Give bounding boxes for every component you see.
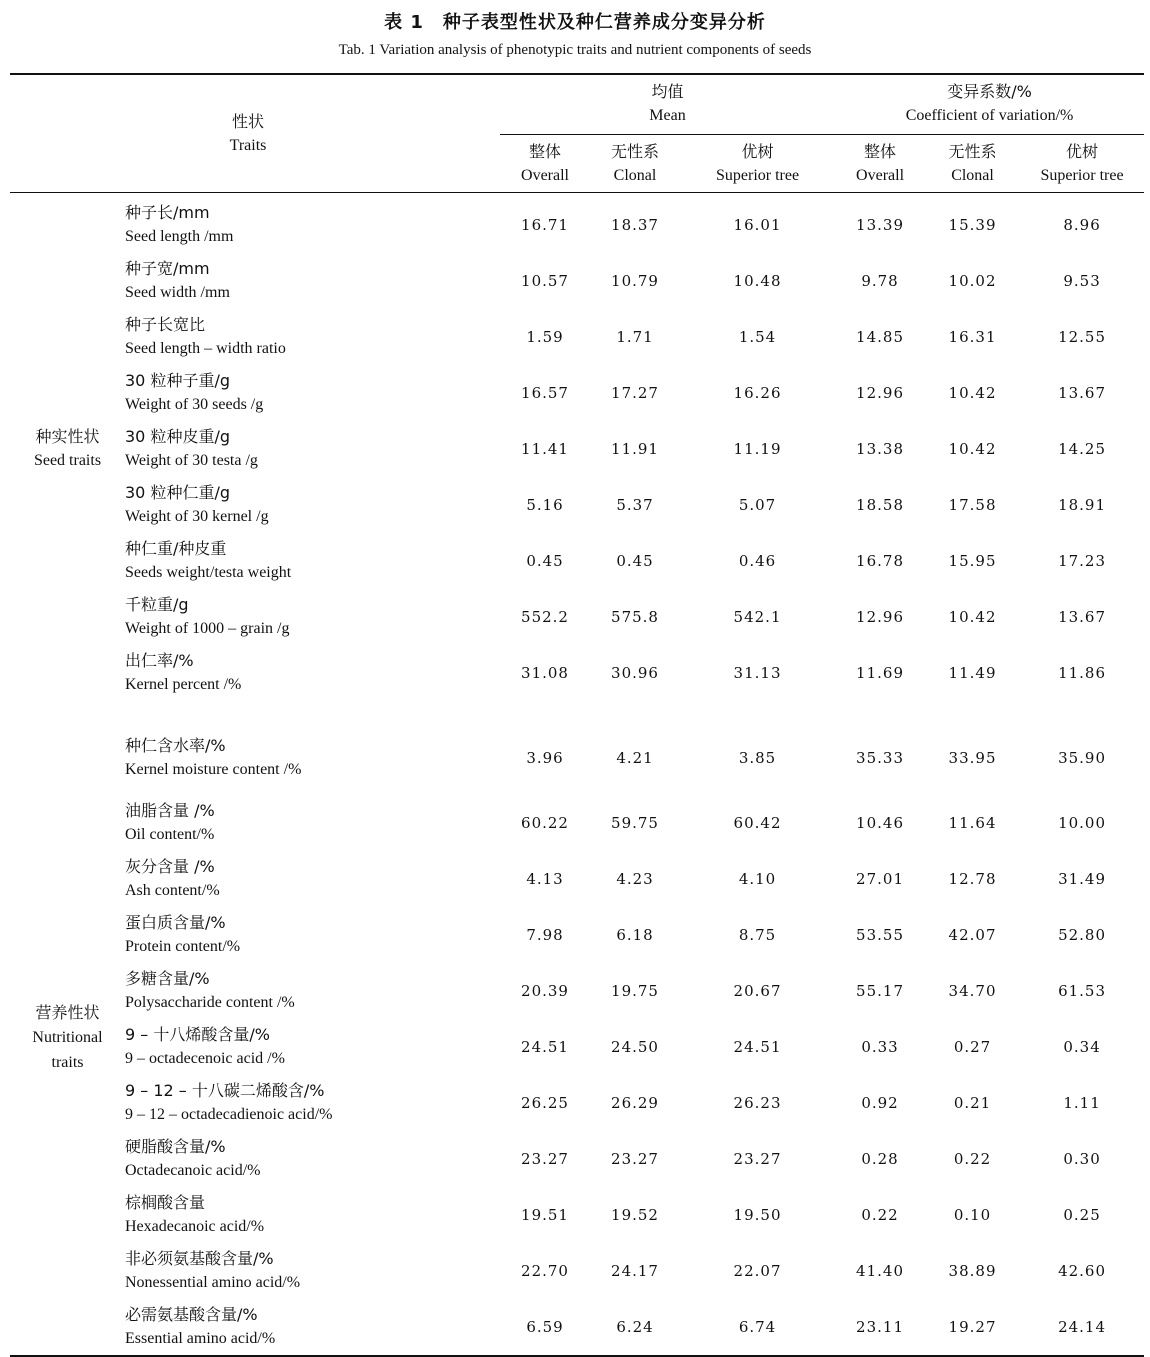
trait-name-en: Polysaccharide content /% [125, 994, 295, 1011]
cv-overall-header [835, 135, 925, 193]
category-cn: 营养性状 [35, 1002, 100, 1022]
cv-clonal-value: 11.49 [948, 664, 997, 682]
mean-header-cn: 均值 [651, 82, 684, 101]
cv-clonal-value: 10.42 [948, 608, 997, 626]
mean-clonal-value: 1.71 [616, 328, 654, 346]
trait-cell [125, 477, 500, 533]
trait-cell [125, 421, 500, 477]
mean-clonal-value: 5.37 [616, 496, 654, 514]
mean-clonal-value: 18.37 [611, 216, 659, 234]
cv-clonal-value: 38.89 [948, 1262, 997, 1280]
trait-name-cn: 种子宽/mm [125, 259, 210, 278]
mean-overall-header [500, 135, 590, 193]
mean-clonal-value: 26.29 [611, 1094, 659, 1112]
cv-clonal-cn: 无性系 [948, 141, 997, 161]
trait-cell [125, 365, 500, 421]
cv-clonal-value: 0.22 [953, 1150, 992, 1168]
category-en: Seed traits [33, 452, 102, 469]
trait-name-en: 9 – octadecenoic acid /% [125, 1050, 285, 1067]
cv-superior-value: 10.00 [1058, 814, 1107, 832]
mean-overall-value: 22.70 [521, 1262, 569, 1280]
cv-overall-en: Overall [856, 166, 905, 184]
table-row [10, 1131, 1144, 1187]
table-row [10, 421, 1144, 477]
category-cn: 种实性状 [35, 427, 100, 446]
trait-name-en: Weight of 30 kernel /g [125, 508, 269, 525]
trait-name-cn: 千粒重/g [125, 595, 189, 614]
cv-clonal-value: 34.70 [948, 982, 997, 1000]
cv-overall-value: 12.96 [856, 608, 904, 626]
mean-overall-value: 0.45 [526, 552, 564, 570]
trait-name-cn: 9 – 12 – 十八碳二烯酸含/% [125, 1081, 325, 1100]
mean-superior-value: 16.26 [733, 384, 782, 402]
table-row [10, 365, 1144, 421]
cv-overall-value: 18.58 [856, 496, 904, 514]
cv-superior-header [1020, 135, 1144, 193]
mean-superior-value: 542.1 [733, 608, 782, 626]
cv-overall-value: 35.33 [856, 748, 904, 767]
trait-cell [125, 1019, 500, 1075]
trait-cell [125, 907, 500, 963]
mean-superior-value: 11.19 [733, 440, 782, 458]
trait-name-en: Nonessential amino acid/% [125, 1274, 301, 1291]
trait-name-cn: 硬脂酸含量/% [125, 1137, 226, 1156]
cv-clonal-value: 0.10 [953, 1206, 992, 1224]
mean-clonal-value: 19.75 [611, 982, 659, 1000]
table-row [10, 1019, 1144, 1075]
trait-cell [125, 795, 500, 851]
trait-name-cn: 蛋白质含量/% [125, 913, 226, 932]
trait-cell [125, 645, 500, 701]
trait-cell [125, 701, 500, 795]
cv-clonal-en: Clonal [951, 166, 994, 184]
trait-name-en: Seeds weight/testa weight [125, 564, 292, 581]
mean-overall-value: 60.22 [521, 814, 569, 832]
cv-clonal-value: 42.07 [948, 926, 997, 944]
cv-superior-value: 17.23 [1058, 552, 1107, 570]
trait-name-cn: 30 粒种皮重/g [125, 427, 230, 446]
trait-name-cn: 种仁重/种皮重 [125, 539, 227, 558]
cv-clonal-value: 15.95 [948, 552, 997, 570]
mean-clonal-cn: 无性系 [611, 141, 660, 161]
cv-superior-value: 1.11 [1063, 1094, 1101, 1112]
trait-cell [125, 533, 500, 589]
mean-superior-value: 60.42 [733, 814, 782, 832]
trait-name-en: 9 – 12 – octadecadienoic acid/% [125, 1106, 333, 1123]
category-cell [10, 193, 125, 702]
trait-name-en: Oil content/% [125, 826, 215, 843]
cv-overall-value: 55.17 [856, 982, 904, 1000]
cv-superior-value: 35.90 [1058, 748, 1107, 767]
mean-header [500, 74, 835, 135]
mean-clonal-value: 6.18 [616, 926, 654, 944]
trait-name-cn: 30 粒种子重/g [125, 371, 230, 390]
cv-overall-value: 12.96 [856, 384, 904, 402]
trait-cell [125, 1299, 500, 1356]
cv-clonal-value: 17.58 [948, 496, 997, 514]
mean-overall-value: 7.98 [526, 926, 564, 944]
trait-name-cn: 出仁率/% [125, 651, 194, 670]
cv-overall-value: 0.33 [861, 1038, 899, 1056]
mean-superior-value: 23.27 [733, 1150, 782, 1168]
table-row [10, 253, 1144, 309]
table-row [10, 193, 1144, 254]
trait-cell [125, 1075, 500, 1131]
trait-name-cn: 30 粒种仁重/g [125, 483, 230, 502]
trait-name-cn: 种仁含水率/% [125, 735, 226, 755]
table-row [10, 701, 1144, 795]
trait-cell [125, 1131, 500, 1187]
mean-clonal-value: 30.96 [611, 664, 659, 682]
table-row [10, 963, 1144, 1019]
cv-overall-value: 41.40 [856, 1262, 904, 1280]
trait-name-cn: 必需氨基酸含量/% [125, 1305, 258, 1324]
mean-overall-value: 16.57 [521, 384, 569, 402]
cv-superior-value: 42.60 [1058, 1262, 1107, 1280]
cv-overall-value: 14.85 [856, 328, 904, 346]
cv-clonal-value: 10.42 [948, 384, 997, 402]
mean-clonal-value: 10.79 [611, 272, 659, 290]
cv-superior-value: 11.86 [1058, 664, 1107, 682]
variation-table [10, 73, 1144, 1357]
trait-name-en: Protein content/% [125, 938, 241, 955]
cv-overall-value: 0.28 [861, 1150, 899, 1168]
trait-cell [125, 1187, 500, 1243]
cv-superior-value: 24.14 [1058, 1318, 1107, 1336]
cv-clonal-value: 15.39 [948, 216, 997, 234]
trait-cell [125, 589, 500, 645]
cv-superior-value: 0.25 [1063, 1206, 1101, 1224]
mean-overall-en: Overall [521, 166, 569, 184]
mean-superior-value: 4.10 [738, 870, 777, 888]
mean-clonal-value: 4.23 [616, 870, 654, 888]
category-cell [10, 701, 125, 1356]
table-row [10, 477, 1144, 533]
mean-superior-value: 26.23 [733, 1094, 782, 1112]
mean-clonal-value: 6.24 [616, 1318, 654, 1336]
cv-superior-value: 12.55 [1058, 328, 1107, 346]
trait-name-en: Kernel moisture content /% [125, 760, 302, 778]
cv-superior-value: 8.96 [1063, 216, 1101, 234]
table-row [10, 795, 1144, 851]
cv-overall-value: 10.46 [856, 814, 904, 832]
mean-overall-value: 10.57 [521, 272, 569, 290]
trait-name-en: Weight of 30 seeds /g [125, 396, 264, 413]
trait-name-en: Seed length – width ratio [125, 340, 286, 357]
mean-header-en: Mean [649, 107, 686, 124]
mean-overall-value: 1.59 [526, 328, 564, 346]
cv-superior-value: 13.67 [1058, 608, 1107, 626]
category-en: Nutritional traits [32, 1028, 103, 1071]
trait-name-en: Essential amino acid/% [125, 1330, 276, 1347]
cv-clonal-header [925, 135, 1020, 193]
trait-name-en: Kernel percent /% [125, 676, 242, 693]
trait-name-en: Weight of 30 testa /g [125, 452, 258, 469]
cv-clonal-value: 10.02 [948, 272, 997, 290]
cv-overall-value: 53.55 [856, 926, 904, 944]
table-row [10, 645, 1144, 701]
mean-superior-value: 22.07 [733, 1262, 782, 1280]
mean-superior-value: 31.13 [733, 664, 782, 682]
cv-overall-cn: 整体 [864, 141, 897, 161]
cv-overall-value: 23.11 [856, 1318, 904, 1336]
cv-superior-value: 52.80 [1058, 926, 1107, 944]
trait-cell [125, 253, 500, 309]
table-body [10, 193, 1144, 1357]
cv-superior-value: 31.49 [1058, 870, 1107, 888]
trait-name-cn: 非必须氨基酸含量/% [125, 1249, 274, 1268]
cv-superior-value: 0.34 [1063, 1038, 1101, 1056]
trait-name-cn: 多糖含量/% [125, 969, 210, 988]
mean-overall-value: 23.27 [521, 1150, 569, 1168]
cv-clonal-value: 0.21 [953, 1094, 992, 1112]
mean-clonal-header [590, 135, 680, 193]
cv-clonal-value: 33.95 [948, 748, 997, 767]
cv-superior-cn: 优树 [1066, 141, 1099, 161]
trait-cell [125, 851, 500, 907]
mean-superior-value: 10.48 [733, 272, 782, 290]
trait-name-en: Seed length /mm [125, 228, 234, 245]
mean-superior-value: 5.07 [738, 496, 777, 514]
table-title-en: Tab. 1 Variation analysis of phenotypic traits and nutrient components of seeds [338, 42, 812, 58]
table-row [10, 851, 1144, 907]
mean-overall-cn: 整体 [529, 141, 562, 161]
table-row [10, 1299, 1144, 1356]
mean-overall-value: 4.13 [526, 870, 564, 888]
cv-overall-value: 11.69 [856, 664, 904, 682]
mean-clonal-value: 24.50 [611, 1038, 659, 1056]
trait-name-en: Hexadecanoic acid/% [125, 1218, 265, 1235]
table-row [10, 907, 1144, 963]
mean-clonal-value: 11.91 [611, 440, 659, 458]
trait-cell [125, 963, 500, 1019]
mean-clonal-value: 17.27 [611, 384, 659, 402]
mean-overall-value: 26.25 [521, 1094, 569, 1112]
mean-superior-en: Superior tree [715, 166, 800, 184]
cv-clonal-value: 12.78 [948, 870, 997, 888]
cv-superior-value: 0.30 [1063, 1150, 1101, 1168]
traits-header-en: Traits [229, 136, 267, 154]
cv-header-en: Coefficient of variation/% [905, 107, 1074, 124]
mean-overall-value: 5.16 [526, 496, 564, 514]
trait-name-cn: 9 – 十八烯酸含量/% [125, 1025, 270, 1044]
trait-name-cn: 油脂含量 /% [125, 801, 215, 820]
mean-overall-value: 3.96 [526, 748, 564, 767]
cv-clonal-value: 10.42 [948, 440, 997, 458]
mean-superior-value: 16.01 [733, 216, 782, 234]
cv-superior-en: Superior tree [1040, 166, 1124, 184]
mean-overall-value: 31.08 [521, 664, 569, 682]
table-row [10, 1187, 1144, 1243]
mean-superior-value: 19.50 [733, 1206, 782, 1224]
traits-header [10, 74, 500, 193]
cv-overall-value: 9.78 [861, 272, 899, 290]
cv-overall-value: 27.01 [856, 870, 904, 888]
cv-overall-value: 0.92 [861, 1094, 899, 1112]
mean-superior-value: 24.51 [733, 1038, 782, 1056]
mean-superior-value: 6.74 [738, 1318, 777, 1336]
trait-name-cn: 灰分含量 /% [125, 857, 215, 876]
cv-overall-value: 13.38 [856, 440, 904, 458]
trait-name-en: Ash content/% [125, 882, 220, 899]
cv-clonal-value: 16.31 [948, 328, 997, 346]
traits-header-cn: 性状 [232, 111, 265, 131]
mean-superior-value: 0.46 [738, 552, 777, 570]
table-title-cn: 表 1 种子表型性状及种仁营养成分变异分析 [384, 12, 766, 33]
trait-cell [125, 193, 500, 254]
mean-overall-value: 24.51 [521, 1038, 569, 1056]
mean-overall-value: 11.41 [521, 440, 569, 458]
mean-clonal-value: 24.17 [611, 1262, 659, 1280]
cv-clonal-value: 19.27 [948, 1318, 997, 1336]
table-row [10, 309, 1144, 365]
cv-clonal-value: 0.27 [953, 1038, 992, 1056]
cv-clonal-value: 11.64 [948, 814, 997, 832]
mean-clonal-value: 23.27 [611, 1150, 659, 1168]
trait-cell [125, 1243, 500, 1299]
mean-clonal-en: Clonal [613, 166, 657, 184]
mean-clonal-value: 575.8 [611, 608, 659, 626]
cv-overall-value: 16.78 [856, 552, 904, 570]
cv-superior-value: 18.91 [1058, 496, 1107, 514]
table-row [10, 589, 1144, 645]
mean-overall-value: 16.71 [521, 216, 569, 234]
mean-clonal-value: 19.52 [611, 1206, 659, 1224]
table-row [10, 1243, 1144, 1299]
cv-header-cn: 变异系数/% [947, 82, 1032, 101]
mean-superior-value: 8.75 [738, 926, 777, 944]
cv-superior-value: 13.67 [1058, 384, 1107, 402]
mean-superior-value: 1.54 [738, 328, 777, 346]
trait-name-cn: 棕榈酸含量 [125, 1193, 206, 1212]
cv-superior-value: 14.25 [1058, 440, 1107, 458]
mean-superior-header [680, 135, 835, 193]
trait-name-en: Octadecanoic acid/% [125, 1162, 261, 1179]
trait-cell [125, 309, 500, 365]
mean-superior-cn: 优树 [741, 141, 774, 161]
cv-header [835, 74, 1144, 135]
table-row [10, 533, 1144, 589]
cv-overall-value: 13.39 [856, 216, 904, 234]
mean-overall-value: 552.2 [521, 608, 569, 626]
mean-overall-value: 19.51 [521, 1206, 569, 1224]
trait-name-en: Weight of 1000 – grain /g [125, 620, 290, 637]
mean-clonal-value: 4.21 [616, 748, 654, 767]
mean-superior-value: 3.85 [738, 748, 777, 767]
mean-overall-value: 20.39 [521, 982, 569, 1000]
mean-clonal-value: 0.45 [616, 552, 654, 570]
cv-superior-value: 9.53 [1063, 272, 1101, 290]
table-row [10, 1075, 1144, 1131]
mean-superior-value: 20.67 [733, 982, 782, 1000]
trait-name-cn: 种子长宽比 [125, 315, 206, 334]
cv-superior-value: 61.53 [1058, 982, 1107, 1000]
trait-name-en: Seed width /mm [125, 284, 230, 301]
cv-overall-value: 0.22 [861, 1206, 899, 1224]
mean-overall-value: 6.59 [526, 1318, 564, 1336]
trait-name-cn: 种子长/mm [125, 203, 210, 222]
mean-clonal-value: 59.75 [611, 814, 659, 832]
